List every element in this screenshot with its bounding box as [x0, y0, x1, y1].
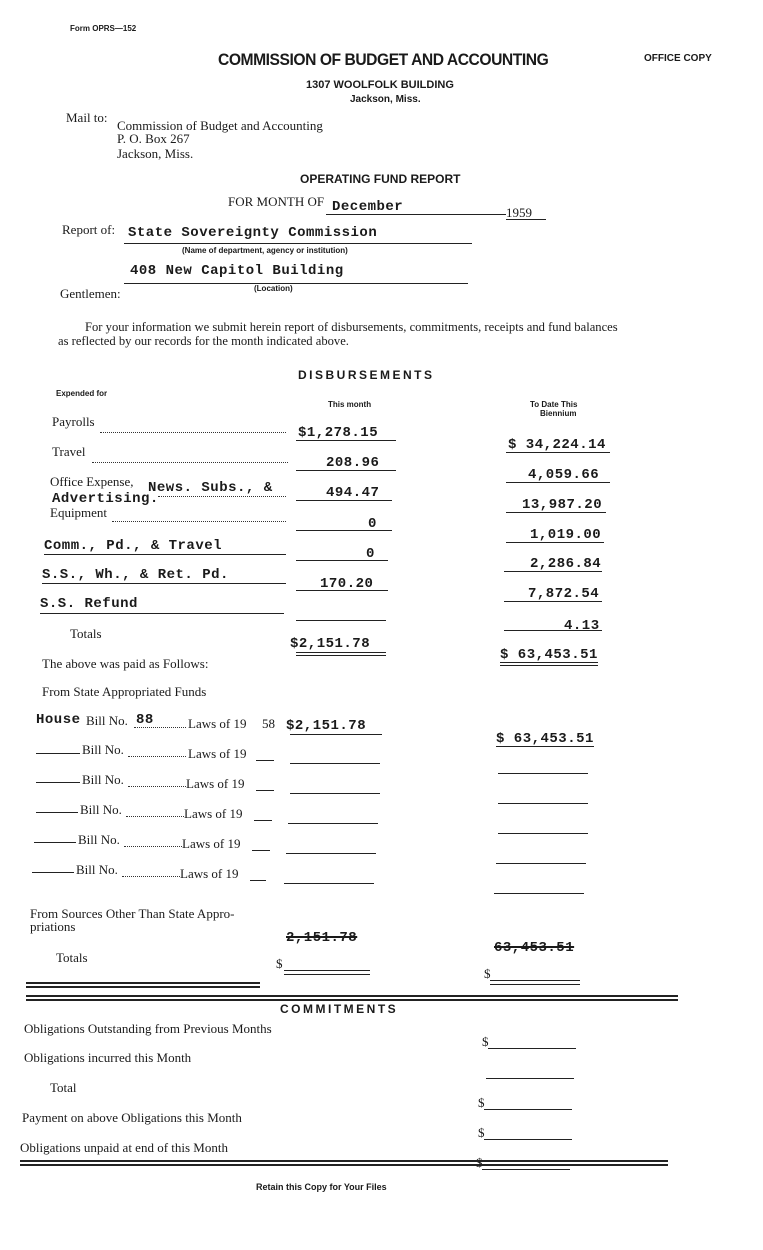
row-office-todate: 13,987.20 — [522, 497, 603, 513]
bill-row-3-laws: Laws of 19 — [186, 776, 245, 791]
row-refund-todate: 4.13 — [564, 618, 600, 634]
bill-row-1-house: House — [36, 712, 81, 728]
this-month-header: This month — [328, 400, 372, 409]
commit-row-3-label: Total — [50, 1080, 77, 1095]
report-of-value: State Sovereignty Commission — [128, 225, 378, 241]
row-office-extra: News. Subs., & — [148, 480, 273, 496]
row-ss-todate: 7,872.54 — [528, 586, 600, 602]
row-ss-label: S.S., Wh., & Ret. Pd. — [42, 567, 229, 583]
commit-row-4-label: Payment on above Obligations this Month — [22, 1110, 242, 1125]
row-comm-label: Comm., Pd., & Travel — [44, 538, 223, 554]
other-sources-line2: priations — [30, 919, 76, 934]
location-caption: (Location) — [254, 284, 293, 293]
commit-row-5-label: Obligations unpaid at end of this Month — [20, 1140, 228, 1155]
paid-as-heading: The above was paid as Follows: — [42, 656, 209, 671]
row-travel-month: 208.96 — [326, 455, 380, 471]
row-office-month: 494.47 — [326, 485, 380, 501]
bill-row-4-label: Bill No. — [80, 802, 122, 817]
row-comm-month: 0 — [366, 546, 375, 562]
row-equipment-label: Equipment — [50, 505, 108, 520]
building-address: 1307 WOOLFOLK BUILDING — [306, 79, 454, 91]
commit-row-5-dollar: $ — [476, 1155, 483, 1170]
row-payrolls-todate: $ 34,224.14 — [508, 437, 606, 453]
commit-row-1-dollar: $ — [482, 1034, 489, 1049]
disbursements-totals-todate: $ 63,453.51 — [500, 647, 598, 663]
form-number: Form OPRS—152 — [70, 24, 137, 33]
report-of-caption: (Name of department, agency or institution) — [182, 246, 348, 255]
row-refund-label: S.S. Refund — [40, 596, 138, 612]
row-travel-todate: 4,059.66 — [528, 467, 600, 483]
bill-row-2-label: Bill No. — [82, 742, 124, 757]
paid-as-totals-month-dollar: $ — [276, 956, 283, 971]
row-payrolls-month: $1,278.15 — [298, 425, 379, 441]
mail-to-line3: Jackson, Miss. — [117, 146, 194, 161]
paid-as-totals-label: Totals — [56, 950, 88, 965]
location-value: 408 New Capitol Building — [130, 263, 344, 279]
row-comm-todate: 2,286.84 — [530, 556, 602, 572]
report-month: December — [332, 199, 404, 215]
to-date-header-1: To Date This — [530, 400, 578, 409]
report-title: OPERATING FUND REPORT — [300, 172, 461, 186]
mail-to-label: Mail to: — [66, 110, 108, 125]
commit-row-1-label: Obligations Outstanding from Previous Months — [24, 1021, 272, 1036]
bill-row-4-laws: Laws of 19 — [184, 806, 243, 821]
bill-row-1-number: 88 — [136, 712, 154, 728]
commit-row-2-label: Obligations incurred this Month — [24, 1050, 192, 1065]
intro-line2: as reflected by our records for the month indicated above. — [58, 334, 349, 348]
commitments-heading: COMMITMENTS — [280, 1002, 399, 1016]
other-sources-line1: From Sources Other Than State Appro- — [30, 906, 235, 921]
bill-row-6-label: Bill No. — [76, 862, 118, 877]
other-sources-month-struck: 2,151.78 — [286, 930, 358, 946]
office-copy-label: OFFICE COPY — [644, 53, 712, 64]
bill-row-1-month: $2,151.78 — [286, 718, 367, 734]
mail-to-line2: P. O. Box 267 — [117, 131, 190, 146]
page-title: COMMISSION OF BUDGET AND ACCOUNTING — [218, 50, 549, 69]
bill-row-1-label: Bill No. — [86, 713, 128, 728]
disbursements-heading: DISBURSEMENTS — [298, 368, 435, 382]
commit-row-4-dollar: $ — [478, 1125, 485, 1140]
footer-note: Retain this Copy for Your Files — [256, 1182, 387, 1192]
report-year: 1959 — [506, 205, 532, 220]
intro-line1: For your information we submit herein report of disbursements, commitments, receipts and fund balances — [85, 320, 618, 334]
other-sources-todate-struck: 63,453.51 — [494, 940, 575, 956]
bill-row-2-laws: Laws of 19 — [188, 746, 247, 761]
bill-row-1-year: 58 — [262, 716, 275, 731]
mail-to-line1: Commission of Budget and Accounting — [117, 118, 323, 133]
disbursements-totals-month: $2,151.78 — [290, 636, 371, 652]
row-office-label: Office Expense, — [50, 474, 134, 489]
bill-row-1-laws: Laws of 19 — [188, 716, 247, 731]
paid-as-totals-todate-dollar: $ — [484, 966, 491, 981]
city-address: Jackson, Miss. — [350, 94, 421, 105]
bill-row-5-laws: Laws of 19 — [182, 836, 241, 851]
bill-row-1-todate: $ 63,453.51 — [496, 731, 594, 747]
row-ss-month: 170.20 — [320, 576, 374, 592]
row-equipment-month: 0 — [368, 516, 377, 532]
from-state-label: From State Appropriated Funds — [42, 684, 207, 699]
row-travel-label: Travel — [52, 444, 86, 459]
row-equipment-todate: 1,019.00 — [530, 527, 602, 543]
bill-row-5-label: Bill No. — [78, 832, 120, 847]
row-office-extra2: Advertising. — [52, 491, 159, 507]
to-date-header-2: Biennium — [540, 409, 577, 418]
commit-row-3-dollar: $ — [478, 1095, 485, 1110]
for-month-label: FOR MONTH OF — [228, 194, 325, 209]
bill-row-6-laws: Laws of 19 — [180, 866, 239, 881]
expended-for-label: Expended for — [56, 389, 108, 398]
bill-row-3-label: Bill No. — [82, 772, 124, 787]
row-payrolls-label: Payrolls — [52, 414, 95, 429]
gentlemen-salutation: Gentlemen: — [60, 286, 121, 301]
disbursements-totals-label: Totals — [70, 626, 102, 641]
report-of-label: Report of: — [62, 222, 116, 237]
